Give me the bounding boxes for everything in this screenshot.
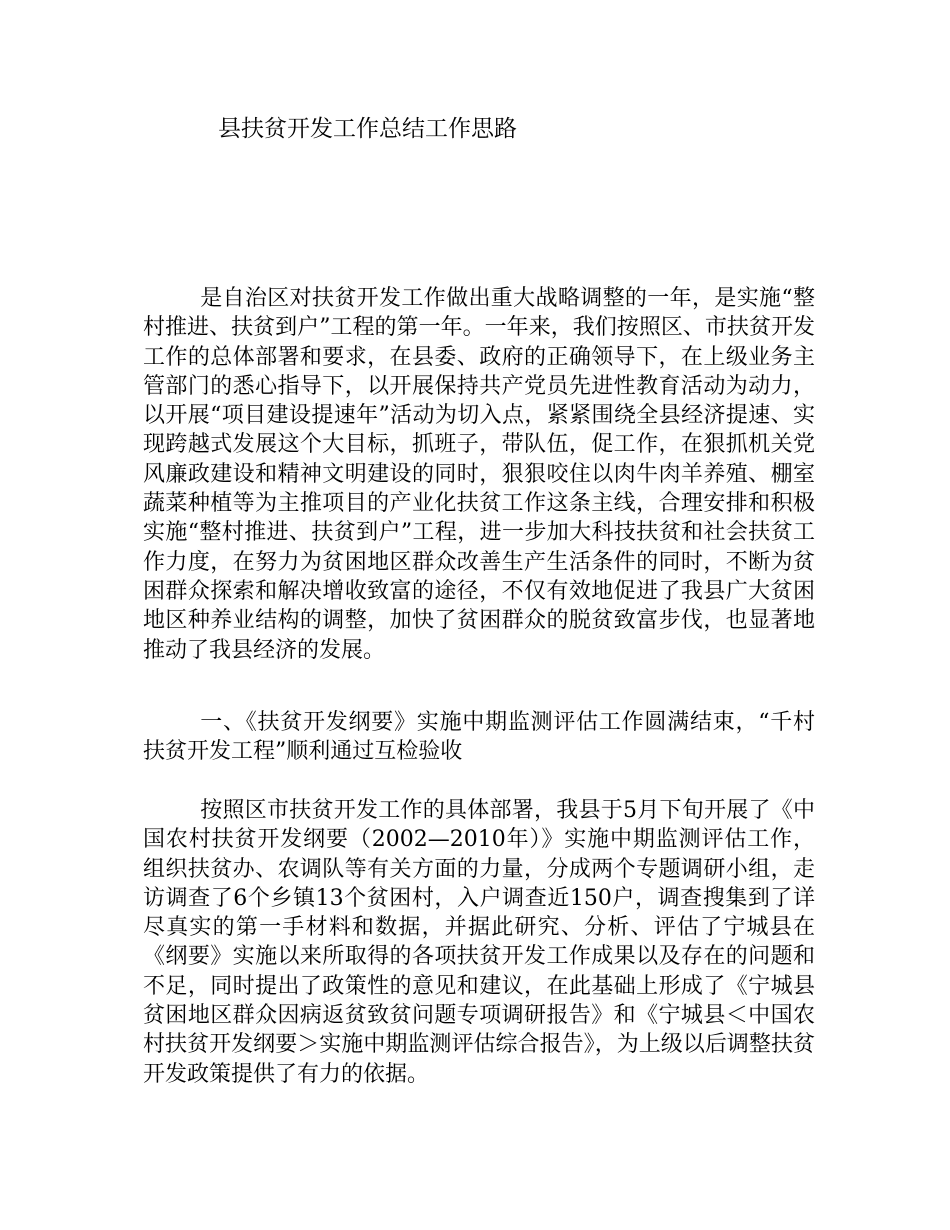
section-body-paragraph: 按照区市扶贫开发工作的具体部署，我县于5月下旬开展了《中国农村扶贫开发纲要（2002—2010年）》实施中期监测评估工作，组织扶贫办、农调队等有关方面的力量，分成两个专题调研小组，走访调查了6个乡镇13个贫困村，入户调查近150户，调查搜集到了详尽真实的第一手材料和数据，并据此研究、分析、评估了宁城县在《纲要》实施以来所取得的各项扶贫开发工作成果以及存在的问题和不足，同时提出了政策性的意见和建议，在此基础上形成了《宁城县贫困地区群众因病返贫致贫问题专项调研报告》和《宁城县＜中国农村扶贫开发纲要＞实施中期监测评估综合报告》，为上级以后调整扶贫开发政策提供了有力的依据。 (143, 798, 815, 1087)
section-heading: 一、《扶贫开发纲要》实施中期监测评估工作圆满结束，“千村扶贫开发工程”顺利通过互检验收 (143, 710, 815, 765)
intro-paragraph: 是自治区对扶贫开发工作做出重大战略调整的一年，是实施“整村推进、扶贫到户”工程的第一年。一年来，我们按照区、市扶贫开发工作的总体部署和要求，在县委、政府的正确领导下，在上级业务主管部门的悉心指导下，以开展保持共产党员先进性教育活动为动力，以开展“项目建设提速年”活动为切入点，紧紧围绕全县经济提速、实现跨越式发展这个大目标，抓班子，带队伍，促工作，在狠抓机关党风廉政建设和精神文明建设的同时，狠狠咬住以肉牛肉羊养殖、棚室蔬菜种植等为主推项目的产业化扶贫工作这条主线，合理安排和积极实施“整村推进、扶贫到户”工程，进一步加大科技扶贫和社会扶贫工作力度，在努力为贫困地区群众改善生产生活条件的同时，不断为贫困群众探索和解决增收致富的途径，不仅有效地促进了我县广大贫困地区种养业结构的调整，加快了贫困群众的脱贫致富步伐，也显著地推动了我县经济的发展。 (143, 286, 815, 663)
document-title: 县扶贫开发工作总结工作思路 (218, 116, 517, 142)
